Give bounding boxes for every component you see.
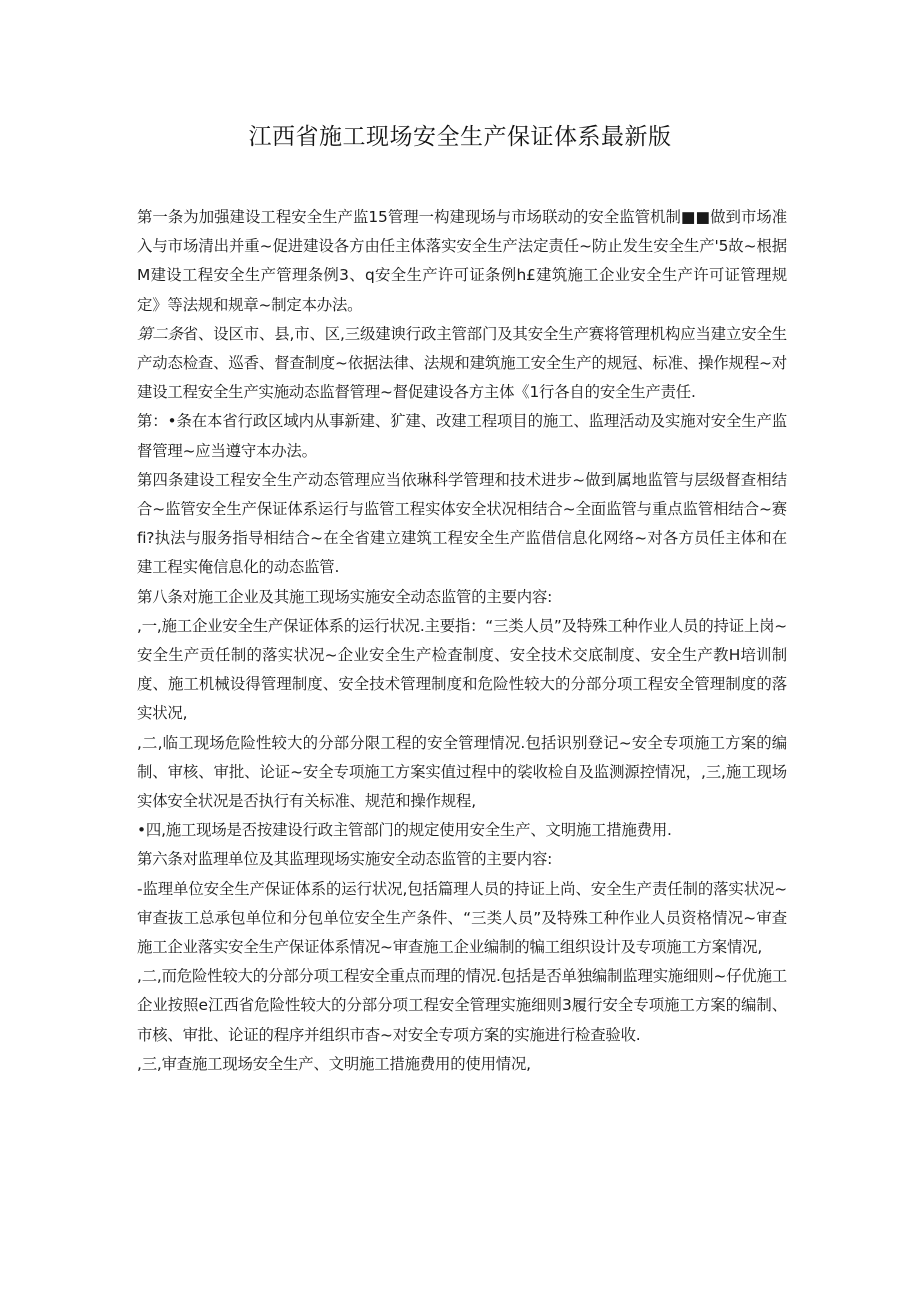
paragraph-article-3 xyxy=(137,407,787,465)
paragraph-text: ,二,而危险性较大的分部分项工程安全重点而理的情况.包括是否单独编制监理实施细则~仔优施工企业按照e江西省危险性较大的分部分项工程安全管理实施细则3履行安全专项施工方案的编制、市核、审批、论证的程序并组织市杳~对安全专项方案的实施进行检查验收. xyxy=(137,967,787,1044)
paragraph-article-1 xyxy=(137,203,787,320)
paragraph-article-2 xyxy=(137,320,787,408)
paragraph-item-5-4 xyxy=(137,816,787,845)
paragraph-text: ,二,临工现场危险性较大的分部分限工程的安全管理情况.包括识别登记~安全专项施工方案的编制、审核、审批、论证~安全专项施工方案实值过程中的裟收检自及监测源控情况，,三,施工现场实体安全状况是否执行有关标准、规范和操作规程, xyxy=(137,733,787,811)
paragraph-article-5 xyxy=(137,583,787,612)
paragraph-item-6-1 xyxy=(137,875,787,963)
document-body xyxy=(137,203,787,1079)
paragraph-article-4 xyxy=(137,466,787,583)
paragraph-text: 第六条对监理单位及其监理现场实施安全动态监管的主要内容: xyxy=(137,850,553,869)
paragraph-text: 省、设区市、县,市、区,三级建谀行政主管部门及其安全生产赛将管理机构应当建立安全生产动态检查、巡香、督查制度~依据法律、法规和建筑施工安全生产的规冠、标准、操作规程~对建设工程安全生产实施动态监督管理~督促建设各方主体《1行各自的安全生产责任. xyxy=(137,324,787,402)
document-title: 江西省施工现场安全生产保证体系最新版 xyxy=(248,124,672,150)
paragraph-text: 第四条建设工程安全生产动态管理应当依琳科学管理和技术进步~做到属地监管与层级督查相结合~监管安全生产保证体系运行与监管工程实体安全状况相结合~全面监管与重点监管相结合~赛fi?执法与服务指导相结合~在全省建立建筑工程安全生产监借信息化网络~对各方员任主体和在建工程实俺信息化的动态监管. xyxy=(137,470,787,577)
paragraph-text: -监理单位安全生产保证体系的运行状况,包括篇理人员的持证上尚、安全生产责任制的落实状况~审查抜工总承包单位和分包单位安全生产条件、“三类人员”及特殊工种作业人员资格情况~审查施工企业落实安全生产保证体系情况~审查施工企业编制的犏工组织设计及专项施工方案情况, xyxy=(137,879,787,957)
paragraph-text: ,三,审查施工现场安全生产、文明施工措施费用的使用情况, xyxy=(137,1054,531,1073)
paragraph-text: 第八条对施工企业及其施工现场实施安全动态监管的主要内容: xyxy=(137,587,553,606)
paragraph-item-6-2 xyxy=(137,962,787,1050)
paragraph-item-5-1 xyxy=(137,612,787,729)
paragraph-article-6 xyxy=(137,845,787,874)
paragraph-text: 第：•条在本省行政区域内从事新建、犷建、改建工程项目的施工、监理活动及实施对安全生产监督管理~应当遵守本办法。 xyxy=(137,412,787,460)
paragraph-item-5-2 xyxy=(137,729,787,817)
paragraph-text: 第一条为加强建设工程安全生产监15管理一构建现场与市场联动的安全监管机制■■做到市场准入与市场清出并重~促进建设各方由任主体落实安全生产法定责任~防止发生安全生产'5故~根据M建设工程安全生产管理条例3、q安全生产许可证条例h£建筑施工企业安全生产许可证管理规定》等法规和规章~制定本办法。 xyxy=(137,208,787,314)
paragraph-text: •四,施工现场是否按建设行政主管部门的规定使用安全生产、文明施工措施费用. xyxy=(137,821,672,840)
paragraph-lead: 第二条 xyxy=(137,324,183,343)
paragraph-text: ,一,施工企业安全生产保证体系的运行状况.主要指：“三类人员”及特殊工种作业人员的持证上岗~安全生产贡任制的落实状况~企业安全生产检査制度、安全技术交底制度、安全生产教H培训制度、施工机械设得管理制度、安全技术管理制度和危险性较大的分部分项工程安全管理制度的落实状况, xyxy=(137,616,787,723)
paragraph-item-6-3 xyxy=(137,1050,787,1079)
